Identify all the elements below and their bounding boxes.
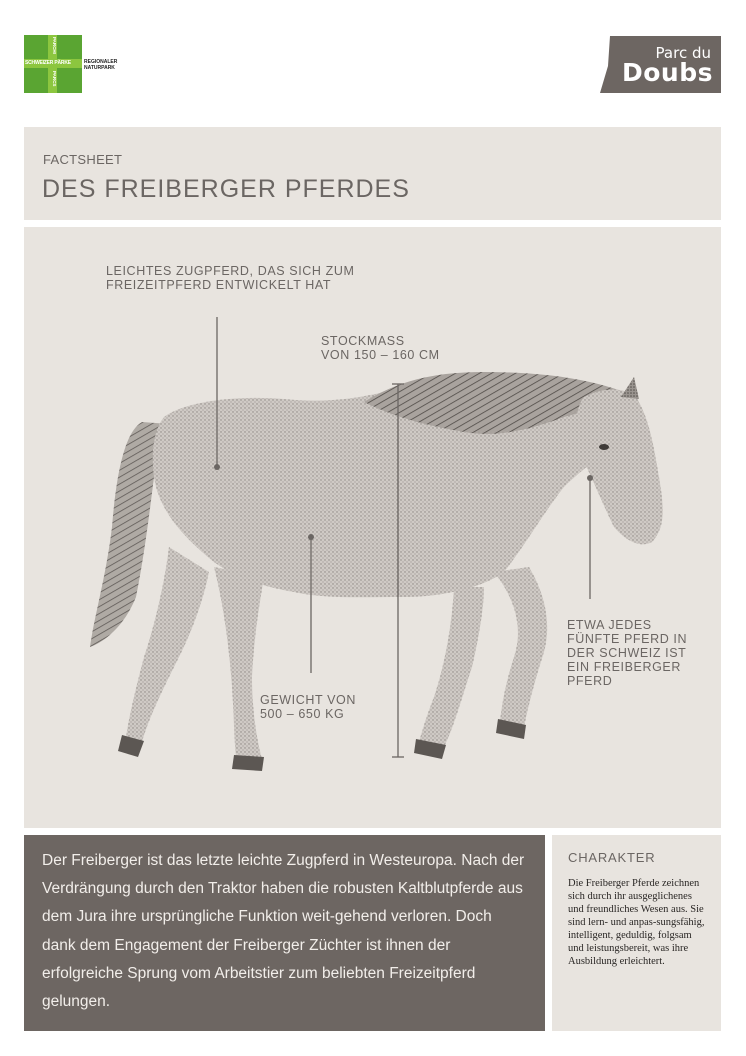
gewicht-pointer-dot (308, 534, 314, 540)
schweizer-paerke-logo (24, 35, 134, 93)
annotation-fuenfte-pferd: ETWA JEDES FÜNFTE PFERD IN DER SCHWEIZ IST EIN FREIBERGER PFERD (567, 618, 688, 688)
logo-side-line1: REGIONALER (84, 59, 118, 65)
logo-side-text (84, 59, 117, 71)
logo-cross-text: SCHWEIZER PÄRKE (25, 60, 71, 66)
title-band (24, 127, 721, 220)
fuenfte-pointer-dot (587, 475, 593, 481)
logo-side-line2: NATURPARK (84, 65, 115, 71)
horse-illustration-panel (24, 227, 721, 828)
parc-du-doubs-logo (600, 36, 721, 93)
doubs-logo-line1: Parc du (655, 44, 711, 62)
horse-eye (599, 444, 609, 450)
horse-illustration (24, 227, 721, 828)
horse-rear-leg-right (214, 567, 264, 759)
intro-text: Der Freiberger ist das letzte leichte Zugpferd in Westeuropa. Nach der Verdrängung durch den Traktor haben die robusten Kaltblutpferde aus dem Jura ihre ursprüngliche Funktion weit-gehend verloren. Doch dank dem Engagement der Freiberger Züchter ist ihnen der erfolgreiche Sprung vom Arbeitstier zum beliebten Freizeitpferd gelungen. (42, 852, 525, 1011)
charakter-heading: CHARAKTER (568, 850, 656, 865)
charakter-box (552, 835, 721, 1031)
zugpferd-pointer-dot (214, 464, 220, 470)
annotation-zugpferd: LEICHTES ZUGPFERD, DAS SICH ZUM FREIZEITPFERD ENTWICKELT HAT (106, 264, 355, 292)
horse-ear (621, 377, 639, 399)
hoof-2 (232, 755, 264, 771)
logo-vertical-top-text: PARCHI (52, 37, 57, 54)
charakter-text: Die Freiberger Pferde zeichnen sich durch ihr ausgeglichenes und freundliches Wesen aus. Sie sind lern- und anpas-sungsfähig, intelligent, geduldig, folgsam und leistungsbereit, was ihre Ausbildung erleichtert. (568, 878, 705, 967)
annotation-gewicht: GEWICHT VON 500 – 650 KG (260, 693, 356, 721)
page-title: DES FREIBERGER PFERDES (42, 175, 410, 203)
horse-front-leg-left (419, 587, 484, 747)
annotation-stockmass: STOCKMASS VON 150 – 160 CM (321, 334, 440, 362)
factsheet-kicker: FACTSHEET (43, 152, 123, 167)
logo-vertical-bottom-text: PARCS (52, 71, 57, 87)
doubs-logo-line2: Doubs (621, 58, 713, 87)
horse-front-leg-right (494, 567, 547, 727)
intro-panel (24, 835, 545, 1031)
